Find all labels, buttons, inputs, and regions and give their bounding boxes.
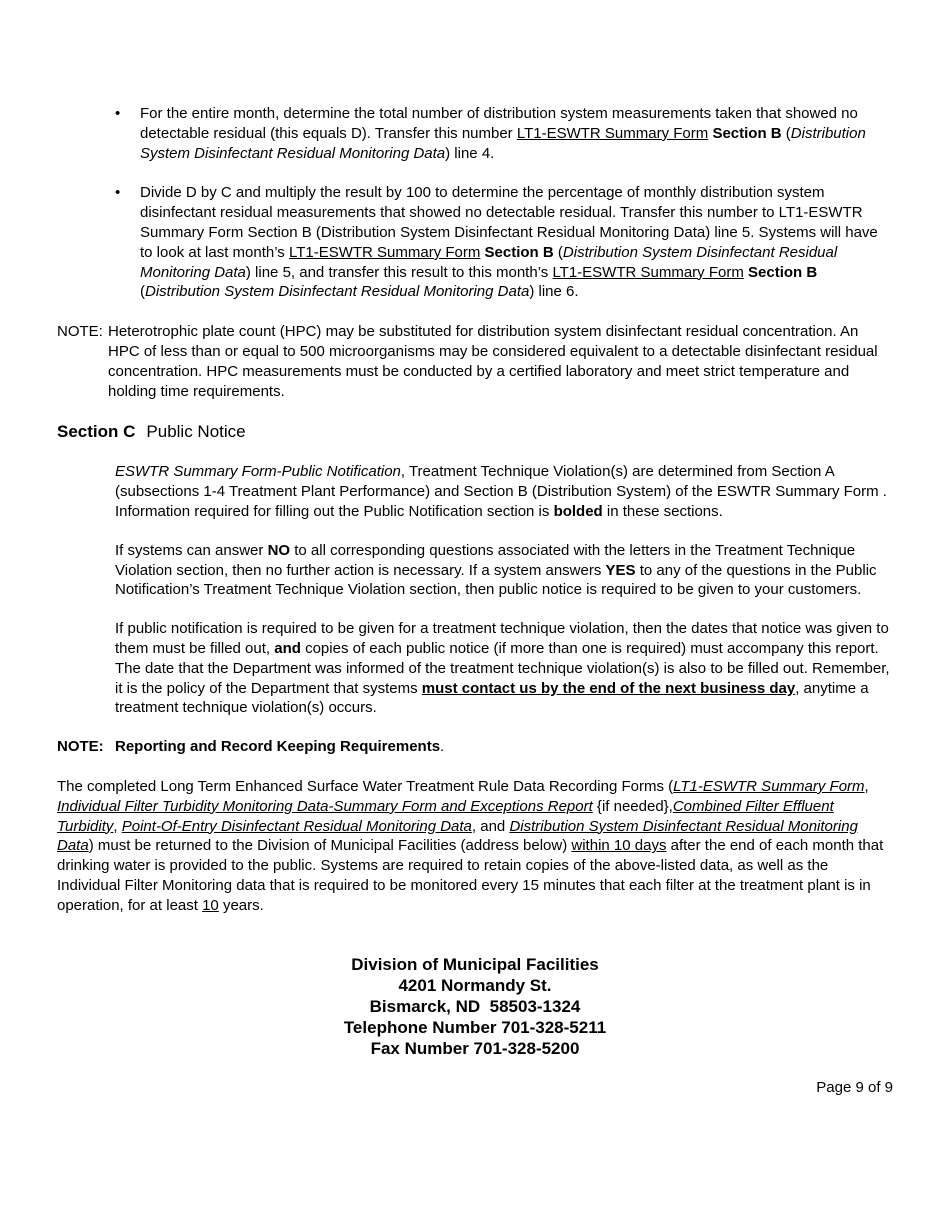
page-number: Page 9 of 9 bbox=[816, 1078, 893, 1096]
paragraph-public-notification: ESWTR Summary Form-Public Notification, Treatment Technique Violation(s) are determined from Section A (subsections 1-4 Treatment Plant Performance) and Section B (Distribution System) of the ESWTR Summary Form . Information required for filling out the Public Notification section is bolded in these sections. bbox=[115, 463, 887, 521]
address-line-fax: Fax Number 701-328-5200 bbox=[370, 1038, 580, 1058]
note-hpc bbox=[57, 322, 893, 401]
address-line-city: Bismarck, ND 58503-1324 bbox=[369, 996, 581, 1016]
address-line-telephone: Telephone Number 701-328-5211 bbox=[343, 1017, 607, 1037]
address-line-division: Division of Municipal Facilities bbox=[351, 954, 599, 974]
section-c-body bbox=[57, 462, 893, 718]
bullet-item-measurements bbox=[57, 104, 893, 163]
note-label: NOTE: bbox=[57, 323, 103, 341]
paragraph-notification-dates: If public notification is required to be given for a treatment technique violation, then the dates that notice was given to them must be filled out, and copies of each public notice (if more than one is required) must accompany this report. The date that the Department was informed of the treatment technique violation(s) is also to be filled out. Remember, it is the policy of the Department that systems must contact us by the end of the next business day, anytime a treatment technique violation(s) occurs. bbox=[115, 620, 890, 717]
section-c-title: Public Notice bbox=[146, 422, 246, 442]
paragraph-record-keeping: The completed Long Term Enhanced Surface Water Treatment Rule Data Recording Forms (LT1-ESWTR Summary Form, Individual Filter Turbidity Monitoring Data-Summary Form and Exceptions Report {if needed},Combined Filter Effluent Turbidity, Point-Of-Entry Disinfectant Residual Monitoring Data, and Distribution System Disinfectant Residual Monitoring Data) must be returned to the Division of Municipal Facilities (address below) within 10 days after the end of each month that drinking water is provided to the public. Systems are required to retain copies of the above-listed data, as well as the Individual Filter Monitoring data that is required to be monitored every 15 minutes that each filter at the treatment plant is in operation, for at least 10 years. bbox=[57, 778, 884, 914]
note-body: Heterotrophic plate count (HPC) may be substituted for distribution system disinfectant residual concentration. An HPC of less than or equal to 500 microorganisms may be considered equivalent to a detectable disinfectant residual concentration. HPC measurements must be conducted by a certified laboratory and meet strict temperature and holding time requirements. bbox=[108, 323, 878, 400]
note-body: Reporting and Record Keeping Requirements. bbox=[115, 738, 445, 756]
bullet-list bbox=[57, 104, 893, 302]
section-c-label: Section C bbox=[57, 422, 136, 442]
note-label: NOTE: bbox=[57, 738, 104, 756]
address-block bbox=[57, 954, 893, 1059]
paragraph-yes-no-questions: If systems can answer NO to all corresponding questions associated with the letters in the Treatment Technique Violation section, then no further action is necessary. If a system answers YES to any of the questions in the Public Notification’s Treatment Technique Violation section, then public notice is required to be given to your customers. bbox=[115, 541, 877, 599]
note-reporting bbox=[57, 737, 893, 757]
bullet-text: Divide D by C and multiply the result by 100 to determine the percentage of monthly distribution system disinfectant residual measurements that showed no detectable residual. Transfer this number to LT1-ESWTR Summary Form Section B (Distribution System Disinfectant Residual Monitoring Data) line 5. Systems will have to look at last month’s LT1-ESWTR Summary Form Section B (Distribution System Disinfectant Residual Monitoring Data) line 5, and transfer this result to this month’s LT1-ESWTR Summary Form Section B (Distribution System Disinfectant Residual Monitoring Data) line 6. bbox=[140, 184, 878, 301]
section-c-heading bbox=[57, 421, 893, 443]
address-line-street: 4201 Normandy St. bbox=[398, 975, 552, 995]
bullet-text: For the entire month, determine the total number of distribution system measurements taken that showed no detectable residual (this equals D). Transfer this number LT1-ESWTR Summary Form Section B (Distribution System Disinfectant Residual Monitoring Data) line 4. bbox=[140, 105, 866, 162]
bullet-item-divide-d-by-c bbox=[57, 183, 893, 302]
